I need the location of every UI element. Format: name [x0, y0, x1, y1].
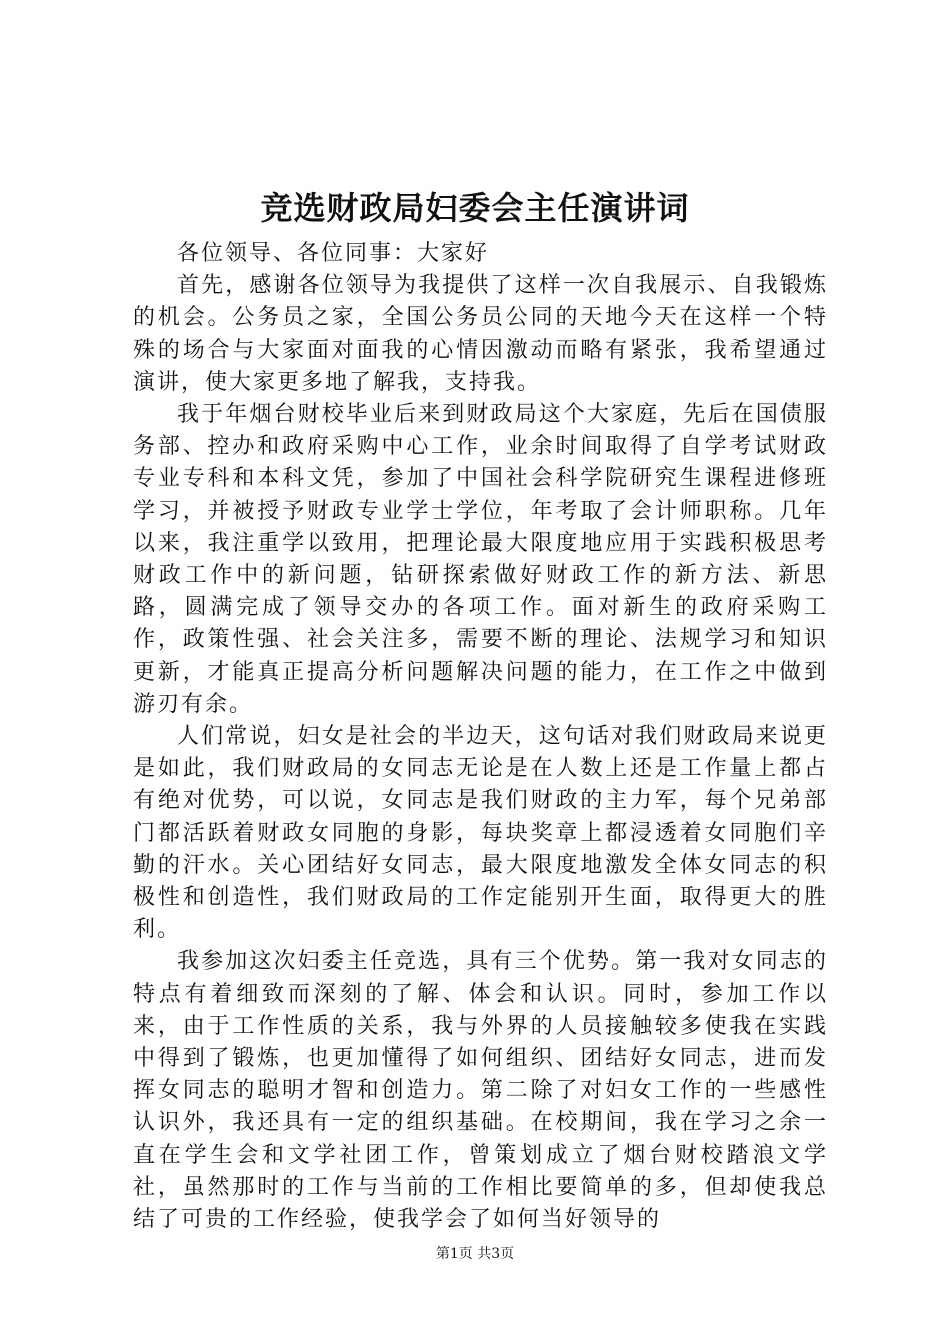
body-paragraph: 人们常说，妇女是社会的半边天，这句话对我们财政局来说更是如此，我们财政局的女同志无论是在人数上还是工作量上都占有绝对优势，可以说，女同志是我们财政的主力军，每个兄弟部门都活跃着财政女同胞的身影，每块奖章上都浸透着女同胞们辛勤的汗水。关心团结好女同志，最大限度地激发全体女同志的积极性和创造性，我们财政局的工作定能别开生面，取得更大的胜利。 — [133, 724, 828, 943]
greeting-paragraph: 各位领导、各位同事：大家好 — [177, 241, 490, 266]
body-paragraph: 我于年烟台财校毕业后来到财政局这个大家庭，先后在国债服务部、控办和政府采购中心工作，业余时间取得了自学考试财政专业专科和本科文凭，参加了中国社会科学院研究生课程进修班学习，并被授予财政专业学士学位，年考取了会计师职称。几年以来，我注重学以致用，把理论最大限度地应用于实践积极思考财政工作中的新问题，钻研探索做好财政工作的新方法、新思路，圆满完成了领导交办的各项工作。面对新生的政府采购工作，政策性强、社会关注多，需要不断的理论、法规学习和知识更新，才能真正提高分析问题解决问题的能力，在工作之中做到游刃有余。 — [133, 402, 828, 717]
document-body — [133, 238, 828, 1236]
body-paragraph: 首先，感谢各位领导为我提供了这样一次自我展示、自我锻炼的机会。公务员之家，全国公务员公同的天地今天在这样一个特殊的场合与大家面对面我的心情因激动而略有紧张，我希望通过演讲，使大家更多地了解我，支持我。 — [133, 273, 828, 395]
body-paragraph: 我参加这次妇委主任竞选，具有三个优势。第一我对女同志的特点有着细致而深刻的了解、体会和认识。同时，参加工作以来，由于工作性质的关系，我与外界的人员接触较多使我在实践中得到了锻炼，也更加懂得了如何组织、团结好女同志，进而发挥女同志的聪明才智和创造力。第二除了对妇女工作的一些感性认识外，我还具有一定的组织基础。在校期间，我在学习之余一直在学生会和文学社团工作，曾策划成立了烟台财校踏浪文学社，虽然那时的工作与当前的工作相比要简单的多，但却使我总结了可贵的工作经验，使我学会了如何当好领导的 — [133, 949, 828, 1233]
page-number-footer: 第1页 共3页 — [435, 1246, 515, 1262]
document-title: 竞选财政局妇委会主任演讲词 — [260, 189, 690, 227]
